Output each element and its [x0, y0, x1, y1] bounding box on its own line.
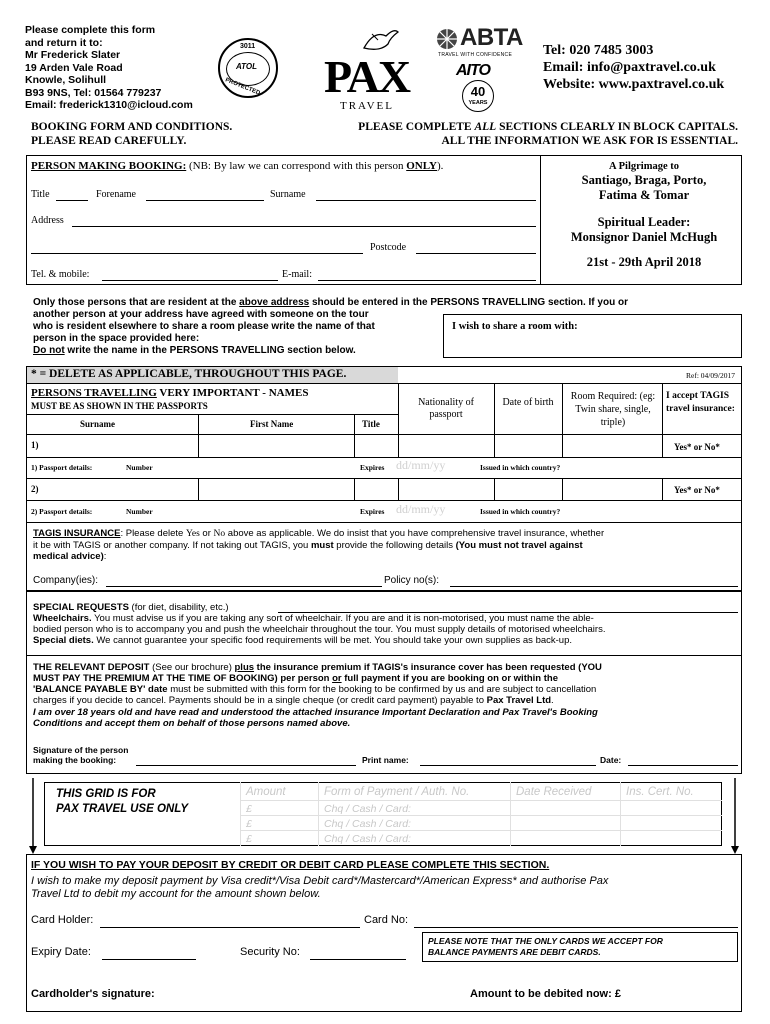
expiry-date-input[interactable]: dd/mm/yy — [396, 458, 446, 472]
title-label: Title — [31, 189, 50, 200]
passport-details-1: 1) Passport details: — [31, 463, 93, 472]
atol-text: ATOL — [236, 62, 258, 71]
aito-wordmark: AITO — [456, 62, 490, 79]
card-number-field[interactable] — [414, 927, 738, 928]
tagis-yes-no-1[interactable]: Yes* or No* — [674, 442, 720, 452]
form-reference: Ref: 04/09/2017 — [686, 371, 735, 380]
return-address — [25, 24, 225, 112]
phone: Tel: 020 7485 3003 — [543, 43, 654, 58]
abta-tagline: TRAVEL WITH CONFIDENCE — [438, 52, 513, 58]
destinations: Santiago, Braga, Porto, — [581, 173, 707, 187]
persons-travelling-heading: PERSONS TRAVELLING VERY IMPORTANT - NAMES — [31, 387, 309, 399]
grid-pound: £ — [246, 833, 252, 845]
form-title-line: BOOKING FORM AND CONDITIONS. — [31, 121, 233, 133]
amount-to-debit-label: Amount to be debited now: £ — [470, 988, 621, 1000]
card-holder-field[interactable] — [100, 927, 360, 928]
col-date-of-birth: Date of birth — [502, 397, 554, 408]
col-first-name: First Name — [250, 419, 294, 429]
signature-field[interactable] — [136, 765, 356, 766]
grid-col-amount: Amount — [246, 786, 286, 798]
grid-col-ins-cert: Ins. Cert. No. — [626, 786, 694, 798]
signature-label: Signature of the person making the booking: — [33, 745, 129, 765]
card-number-label: Card No: — [364, 914, 409, 926]
email: Email: info@paxtravel.co.uk — [543, 60, 716, 75]
postcode-field[interactable] — [416, 253, 536, 254]
date-field[interactable] — [628, 765, 738, 766]
expiry-date-field[interactable] — [102, 959, 196, 960]
grid-pound: £ — [246, 818, 252, 830]
website: Website: www.paxtravel.co.uk — [543, 77, 725, 92]
address-line: Knowle, Solihull — [25, 74, 107, 86]
travel-wordmark: TRAVEL — [340, 100, 394, 112]
surname-label: Surname — [270, 189, 306, 200]
grid-pound: £ — [246, 803, 252, 815]
card-holder-label: Card Holder: — [31, 914, 94, 926]
address-field-line2[interactable] — [31, 253, 363, 254]
grid-col-form-of-payment: Form of Payment / Auth. No. — [324, 786, 470, 798]
tel-mobile-field[interactable] — [102, 280, 278, 281]
forename-label: Forename — [96, 189, 136, 200]
spiritual-leader-name: Monsignor Daniel McHugh — [570, 230, 718, 244]
col-room-required: Room Required: (eg: Twin share, single, triple) — [570, 391, 656, 428]
address-line: Email: frederick1310@icloud.com — [25, 99, 193, 111]
contact-details — [543, 42, 724, 93]
form-title — [31, 120, 232, 148]
atol-number: 3011 — [240, 43, 256, 50]
col-tagis: I accept TAGIS travel insurance: — [666, 391, 735, 414]
row-2-label: 2) — [31, 484, 39, 494]
card-authorisation-text: I wish to make my deposit payment by Visa credit*/Visa Debit card*/Mastercard*/American Express* and authorise Pax Travel Ltd to debit my account for the amount shown below. — [31, 875, 609, 900]
instructions — [290, 120, 738, 148]
grid-col-date-received: Date Received — [516, 786, 592, 798]
atol-protected-logo — [218, 38, 278, 98]
spiritual-leader-label: Spiritual Leader: — [597, 215, 691, 229]
security-number-label: Security No: — [240, 946, 300, 958]
email-field[interactable] — [318, 280, 536, 281]
company-label: Company(ies): — [33, 575, 99, 586]
address-label: Address — [31, 215, 64, 226]
pilgrimage-intro: A Pilgrimage to — [609, 161, 679, 172]
expires-label: Expires — [360, 463, 385, 472]
aito-years: YEARS — [468, 100, 488, 106]
delete-applicable-note: * = DELETE AS APPLICABLE, THROUGHOUT THIS PAGE. — [31, 368, 347, 380]
cardholder-signature-label: Cardholder's signature: — [31, 988, 155, 1000]
office-use-label: THIS GRID IS FOR PAX TRAVEL USE ONLY — [56, 788, 189, 815]
grid-payment-type: Chq / Cash / Card: — [324, 803, 411, 815]
expires-label: Expires — [360, 507, 385, 516]
date-label: Date: — [600, 755, 622, 765]
special-requests-field[interactable] — [278, 612, 738, 613]
deposit-text: THE RELEVANT DEPOSIT (See our brochure) plus the insurance premium if TAGIS's insurance cover has been requested (YOU MUST PAY THE PREMIUM AT THE TIME OF BOOKING) per person or full payment if you are booking on or within the 'BALANCE PAYABLE BY' date must be submitted with this form for the booking to be confirmed by us and are subject to cancellation charges if you decide to cancel. Payments should be in a single cheque (or credit card payment) payable to Pax Travel Ltd. I am over 18 years old and have read and understood the attached insurance Important Declaration and Pax Travel's Booking Conditions and accept them on behalf of those persons named above. — [33, 662, 602, 729]
destinations: Fatima & Tomar — [598, 188, 690, 202]
booking-heading: PERSON MAKING BOOKING: (NB: By law we can correspond with this person ONLY). — [31, 160, 444, 172]
resident-note: Only those persons that are resident at the above address should be entered in the PERSONS TRAVELLING section. If you or another person at your address have agreed with someone on the tour who is resident elsewhere to share a room please write the name of that person in the space provided here: Do not write the name in the PERSONS TRAVELLING section below. — [33, 297, 628, 356]
aito-logo — [452, 62, 510, 112]
address-field-line1[interactable] — [72, 226, 536, 227]
share-room-label: I wish to share a room with: — [452, 321, 578, 332]
policy-label: Policy no(s): — [384, 575, 440, 586]
passport-number-label: Number — [126, 507, 153, 516]
company-field[interactable] — [106, 586, 382, 587]
pilgrimage-info — [544, 160, 744, 270]
form-title-line: PLEASE READ CAREFULLY. — [31, 135, 187, 147]
instruction-line: PLEASE COMPLETE ALL SECTIONS CLEARLY IN BLOCK CAPITALS. — [358, 121, 738, 133]
forename-field[interactable] — [146, 200, 264, 201]
col-title: Title — [362, 419, 380, 429]
special-requests-text: SPECIAL REQUESTS (for diet, disability, etc.) Wheelchairs. You must advise us if you are taking any sort of wheelchair. If you are and it is non-motorised, you must name the able- bodied person who is to accompany you and push the wheelchair throughout the tour. You must supply details of motorised wheelchairs. Special diets. We cannot guarantee your specific food requirements will be met. You should take your own supplies as back-up. — [33, 602, 606, 646]
tour-dates: 21st - 29th April 2018 — [586, 255, 702, 269]
tel-mobile-label: Tel. & mobile: — [31, 269, 90, 280]
passport-details-2: 2) Passport details: — [31, 507, 93, 516]
address-line: B93 9NS, Tel: 01564 779237 — [25, 86, 162, 99]
abta-logo — [436, 26, 528, 60]
aito-anniversary: 40 — [470, 84, 486, 99]
passport-number-label: Number — [126, 463, 153, 472]
postcode-label: Postcode — [370, 242, 407, 253]
tagis-yes-no-2[interactable]: Yes* or No* — [674, 485, 720, 495]
title-field[interactable] — [56, 200, 88, 201]
names-as-passport-note: MUST BE AS SHOWN IN THE PASSPORTS — [31, 401, 208, 411]
policy-field[interactable] — [450, 586, 738, 587]
address-line: Mr Frederick Slater — [25, 49, 121, 61]
issued-country-label: Issued in which country? — [480, 507, 561, 516]
card-payment-heading: IF YOU WISH TO PAY YOUR DEPOSIT BY CREDIT OR DEBIT CARD PLEASE COMPLETE THIS SECTION. — [31, 859, 550, 871]
debit-card-note-text: PLEASE NOTE THAT THE ONLY CARDS WE ACCEPT FOR BALANCE PAYMENTS ARE DEBIT CARDS. — [428, 936, 663, 957]
col-surname: Surname — [80, 419, 116, 429]
pax-travel-logo — [318, 26, 413, 114]
row-1-label: 1) — [31, 440, 39, 450]
pax-wordmark: PAX — [324, 51, 410, 102]
protected-text: PROTECTED — [224, 77, 261, 97]
address-line: 19 Arden Vale Road — [25, 61, 123, 74]
print-name-label: Print name: — [362, 755, 409, 765]
surname-field[interactable] — [316, 200, 536, 201]
issued-country-label: Issued in which country? — [480, 463, 561, 472]
abta-wordmark: ABTA — [460, 24, 523, 51]
col-nationality: Nationality of passport — [418, 397, 474, 420]
grid-payment-type: Chq / Cash / Card: — [324, 833, 411, 845]
grid-payment-type: Chq / Cash / Card: — [324, 818, 411, 830]
address-line: and return it to: — [25, 36, 103, 49]
abta-globe-icon — [436, 28, 458, 50]
security-number-field[interactable] — [310, 959, 406, 960]
expiry-date-input[interactable]: dd/mm/yy — [396, 502, 446, 516]
print-name-field[interactable] — [420, 765, 596, 766]
tagis-insurance-text: TAGIS INSURANCE: Please delete Yes or No above as applicable. We do insist that you have comprehensive travel insurance, whether it be with TAGIS or another company. If not taking out TAGIS, you must provide the following details (You must not travel against medical advice): — [33, 528, 605, 562]
expiry-date-label: Expiry Date: — [31, 946, 91, 958]
instruction-line: ALL THE INFORMATION WE ASK FOR IS ESSENTIAL. — [441, 135, 738, 147]
address-line: Please complete this form — [25, 24, 156, 36]
email-label: E-mail: — [282, 269, 312, 280]
